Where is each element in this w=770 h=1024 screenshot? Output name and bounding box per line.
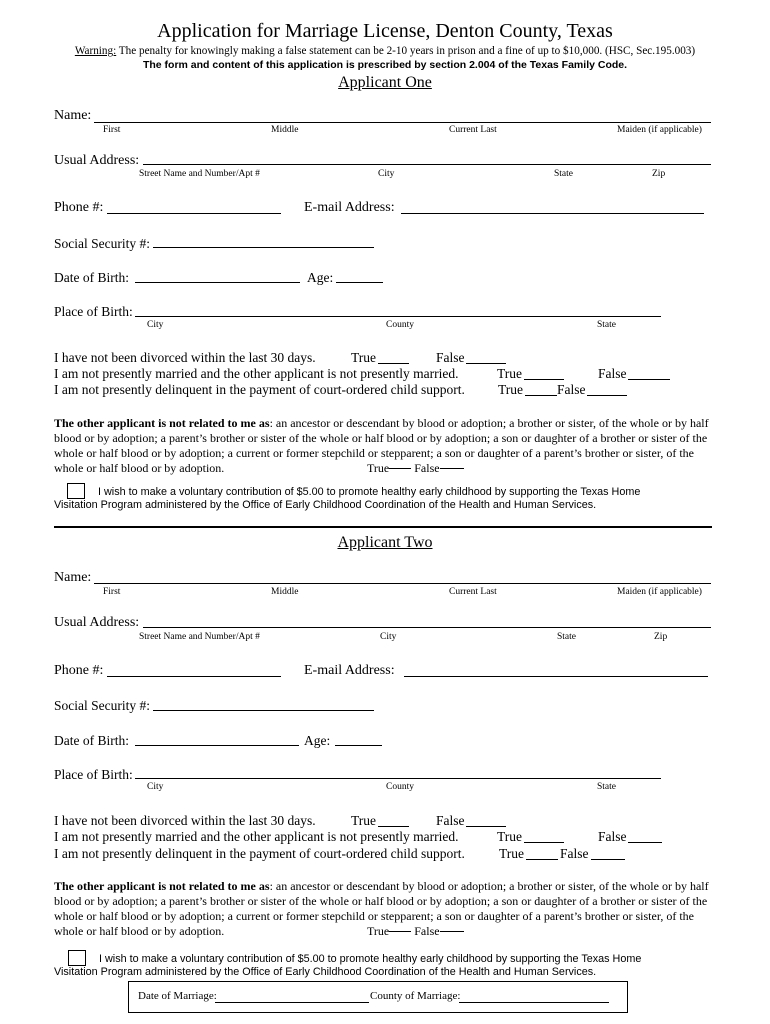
- email-label: E-mail Address:: [304, 200, 395, 215]
- dob-field[interactable]: [135, 745, 299, 746]
- pob-city-label: City: [147, 782, 164, 792]
- applicant-two-heading: Applicant Two: [337, 534, 433, 551]
- relation-bold: The other applicant is not related to me as: [54, 879, 270, 893]
- age-label: Age:: [307, 270, 334, 285]
- applicant-one-heading: Applicant One: [338, 74, 432, 91]
- county-of-marriage-field[interactable]: [459, 1002, 609, 1003]
- married-true-field[interactable]: [524, 842, 564, 843]
- delinquent-true-label: True: [498, 382, 524, 397]
- name-label: Name:: [54, 108, 92, 123]
- divorced-statement: I have not been divorced within the last 30 days.: [54, 813, 316, 828]
- relation-false-label: False: [414, 924, 440, 938]
- street-label: Street Name and Number/Apt #: [139, 632, 260, 642]
- delinquent-false-label: False: [560, 846, 589, 861]
- divorced-false-label: False: [436, 813, 465, 828]
- date-of-marriage-label: Date of Marriage:: [138, 990, 217, 1002]
- age-label: Age:: [304, 733, 331, 748]
- state-label: State: [554, 169, 573, 179]
- city-label: City: [380, 632, 397, 642]
- divorced-true-label: True: [351, 813, 377, 828]
- pob-field[interactable]: [135, 778, 661, 779]
- dob-label: Date of Birth:: [54, 270, 129, 285]
- state-label: State: [557, 632, 576, 642]
- ssn-label: Social Security #:: [54, 236, 150, 251]
- current-last-label: Current Last: [449, 587, 497, 597]
- phone-label: Phone #:: [54, 663, 104, 678]
- phone-label: Phone #:: [54, 200, 104, 215]
- relation-text: : an ancestor or descendant by blood or adoption; a brother or sister, of the whole or by half blood or by adoption; a parent’s brother or sister of the whole or half blood or by adoption; a son or daughter of a brother or sister of the whole or half blood or by adoption; a current or former stepchild or stepparent; a son or daughter of a parent’s brother or sister, of the whole or half blood or by adoption.: [54, 879, 709, 938]
- pob-county-label: County: [386, 320, 414, 330]
- county-of-marriage-label: County of Marriage:: [370, 990, 461, 1002]
- married-false-label: False: [598, 829, 627, 844]
- divorced-true-label: True: [351, 350, 377, 365]
- street-label: Street Name and Number/Apt #: [139, 169, 260, 179]
- delinquent-false-label: False: [557, 382, 586, 397]
- dob-label: Date of Birth:: [54, 733, 129, 748]
- married-false-label: False: [598, 366, 627, 381]
- usual-address-label: Usual Address:: [54, 615, 140, 630]
- delinquent-false-field[interactable]: [591, 859, 625, 860]
- pob-county-label: County: [386, 782, 414, 792]
- relation-bold: The other applicant is not related to me as: [54, 416, 270, 430]
- married-false-field[interactable]: [628, 842, 662, 843]
- zip-label: Zip: [652, 169, 666, 179]
- warning-body: The penalty for knowingly making a false statement can be 2-10 years in prison and a fine of up to $10,000. (HSC, Sec.195.003): [116, 45, 696, 57]
- contribution-line2: Visitation Program administered by the Office of Early Childhood Coordination of the Health and Human Services.: [54, 499, 597, 511]
- email-label: E-mail Address:: [304, 663, 395, 678]
- pob-label: Place of Birth:: [54, 767, 133, 782]
- current-last-label: Current Last: [449, 125, 497, 135]
- zip-label: Zip: [654, 632, 668, 642]
- contribution-checkbox[interactable]: [68, 950, 86, 966]
- age-field[interactable]: [335, 745, 382, 746]
- contribution-line1: I wish to make a voluntary contribution of $5.00 to promote healthy early childhood by supporting the Texas Home: [99, 953, 642, 965]
- married-true-label: True: [497, 829, 523, 844]
- pob-label: Place of Birth:: [54, 304, 133, 319]
- name-label: Name:: [54, 570, 92, 585]
- maiden-label: Maiden (if applicable): [617, 125, 702, 135]
- ssn-field[interactable]: [153, 710, 374, 711]
- maiden-label: Maiden (if applicable): [617, 587, 702, 597]
- divorced-false-label: False: [436, 350, 465, 365]
- relation-text: : an ancestor or descendant by blood or adoption; a brother or sister, of the whole or by half blood or by adoption; a parent’s brother or sister of the whole or half blood or by adoption; a son or daughter of a brother or sister of the whole or half blood or by adoption; a current or former stepchild or stepparent; a son or daughter of a parent’s brother or sister, of the whole or half blood or by adoption.: [54, 416, 709, 475]
- delinquent-statement: I am not presently delinquent in the payment of court-ordered child support.: [54, 846, 465, 861]
- married-statement: I am not presently married and the other applicant is not presently married.: [54, 366, 459, 381]
- delinquent-true-field[interactable]: [526, 859, 558, 860]
- divorced-statement: I have not been divorced within the last 30 days.: [54, 350, 316, 365]
- usual-address-label: Usual Address:: [54, 153, 140, 168]
- usual-address-field[interactable]: [143, 627, 711, 628]
- delinquent-true-label: True: [499, 846, 525, 861]
- middle-label: Middle: [271, 587, 299, 597]
- marriage-info-box: [128, 981, 628, 1013]
- email-field[interactable]: [404, 676, 708, 677]
- date-of-marriage-field[interactable]: [215, 1002, 369, 1003]
- ssn-label: Social Security #:: [54, 698, 150, 713]
- warning-label: Warning:: [74, 45, 117, 57]
- relation-false-label: False: [414, 461, 440, 475]
- middle-label: Middle: [271, 125, 299, 135]
- page-title: Application for Marriage License, Denton County, Texas: [157, 20, 613, 42]
- married-statement: I am not presently married and the other applicant is not presently married.: [54, 829, 459, 844]
- pob-state-label: State: [597, 782, 616, 792]
- married-true-label: True: [497, 366, 523, 381]
- contribution-line1: I wish to make a voluntary contribution of $5.00 to promote healthy early childhood by supporting the Texas Home: [98, 486, 641, 498]
- subtitle: The form and content of this application is prescribed by section 2.004 of the Texas Family Code.: [142, 59, 628, 71]
- name-field[interactable]: [94, 583, 711, 584]
- pob-city-label: City: [147, 320, 164, 330]
- first-label: First: [103, 587, 121, 597]
- phone-field[interactable]: [107, 676, 281, 677]
- contribution-line2: Visitation Program administered by the Office of Early Childhood Coordination of the Health and Human Services.: [54, 966, 597, 978]
- relation-true-label: True: [367, 461, 390, 475]
- pob-state-label: State: [597, 320, 616, 330]
- city-label: City: [378, 169, 395, 179]
- relation-answer: [367, 924, 464, 939]
- relation-true-field[interactable]: [389, 931, 411, 932]
- relation-false-field[interactable]: [440, 931, 464, 932]
- delinquent-statement: I am not presently delinquent in the payment of court-ordered child support.: [54, 382, 465, 397]
- first-label: First: [103, 125, 121, 135]
- relation-true-label: True: [367, 924, 390, 938]
- divorced-true-field[interactable]: [378, 826, 409, 827]
- divorced-false-field[interactable]: [466, 826, 506, 827]
